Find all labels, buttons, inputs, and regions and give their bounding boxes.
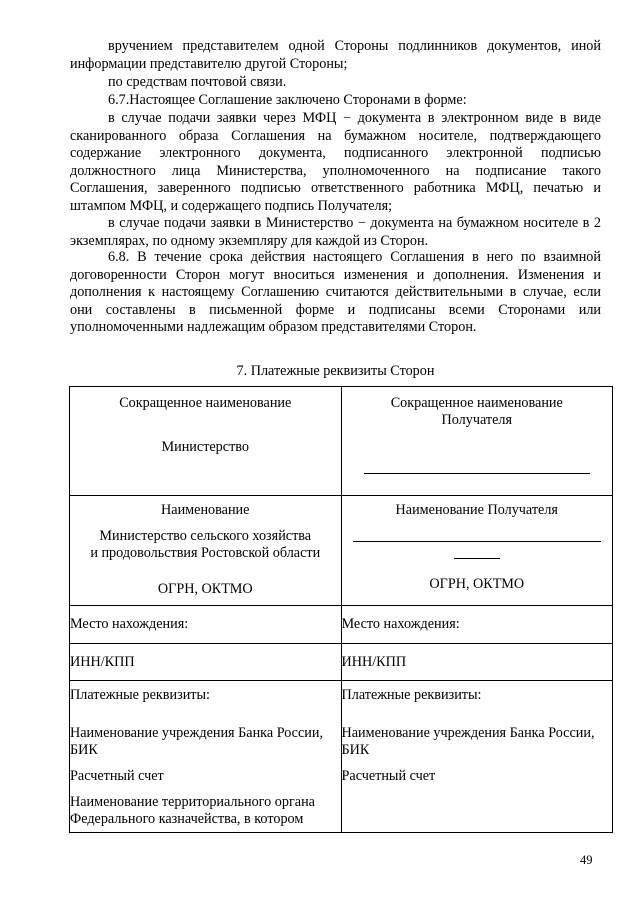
paragraph-delivery-in-person: вручением представителем одной Стороны подлинников документов, иной информации представителю другой Стороны; xyxy=(70,38,601,72)
table-cell xyxy=(70,681,342,833)
payment-details-heading: Платежные реквизиты: xyxy=(70,687,210,703)
bank-name-bik-label: Наименование учреждения Банка России, БИК xyxy=(70,725,323,758)
recipient-bank-name-bik-label: Наименование учреждения Банка России, БИК xyxy=(341,725,595,758)
ogrn-oktmo-label: ОГРН, ОКТМО xyxy=(157,581,253,597)
recipient-ogrn-oktmo-label: ОГРН, ОКТМО xyxy=(429,576,525,592)
table-row xyxy=(70,681,613,833)
short-name-heading: Сокращенное наименование xyxy=(119,395,292,411)
paragraph-mfc-case: в случае подачи заявки через МФЦ − документа в электронном виде в виде сканированного образа Соглашения на бумажном носителе, подтверждающего содержание электронного документа, подписанного электронной подписью должностного лица Министерства, уполномоченного на подписание такого Соглашения, заверенного подписью ответственного работника МФЦ, печатью и штампом МФЦ, и содержащего подпись Получателя; xyxy=(70,110,601,214)
table-row xyxy=(70,387,613,496)
recipient-payment-details-heading: Платежные реквизиты: xyxy=(341,687,482,703)
table-row xyxy=(70,606,613,644)
recipient-inn-kpp-label: ИНН/КПП xyxy=(341,644,613,681)
name-value-line-1: Министерство сельского хозяйства xyxy=(99,528,312,544)
paragraph-ministry-case: в случае подачи заявки в Министерство − документа на бумажном носителе в 2 экземплярах, по одному экземпляру для каждой из Сторон. xyxy=(70,215,601,249)
recipient-short-name-blank-line xyxy=(364,473,590,474)
table-row xyxy=(70,644,613,681)
table-cell xyxy=(70,496,342,606)
name-heading: Наименование xyxy=(161,502,250,518)
table-row xyxy=(70,496,613,606)
address-label: Место нахождения: xyxy=(70,606,342,644)
recipient-name-heading: Наименование Получателя xyxy=(395,502,558,518)
name-value-line-2: и продовольствия Ростовской области xyxy=(90,545,321,561)
section-title: 7. Платежные реквизиты Сторон xyxy=(236,363,435,379)
account-label: Расчетный счет xyxy=(70,768,164,784)
recipient-short-name-heading: Сокращенное наименование Получателя xyxy=(390,395,563,428)
table-cell xyxy=(341,681,613,833)
table-cell xyxy=(341,387,613,496)
inn-kpp-label: ИНН/КПП xyxy=(70,644,342,681)
page-number: 49 xyxy=(580,853,593,867)
requisites-table xyxy=(69,386,613,833)
paragraph-6-7: 6.7.Настоящее Соглашение заключено Сторонами в форме: xyxy=(108,92,467,108)
paragraph-6-8: 6.8. В течение срока действия настоящего Соглашения в него по взаимной договоренности Сторон могут вноситься изменения и дополнения. Изменения и дополнения к настоящему Соглашению считаются действительными в случае, если они составлены в письменной форме и подписаны всеми Сторонами или уполномоченными надлежащим образом представителями Сторон. xyxy=(70,249,601,336)
table-cell xyxy=(70,387,342,496)
paragraph-postal: по средствам почтовой связи. xyxy=(108,74,287,90)
table-cell xyxy=(341,496,613,606)
short-name-value: Министерство xyxy=(161,439,249,455)
recipient-address-label: Место нахождения: xyxy=(341,606,613,644)
recipient-name-blank-line xyxy=(353,541,601,542)
treasury-body-label: Наименование территориального органа Федерального казначейства, в котором xyxy=(70,794,315,827)
recipient-account-label: Расчетный счет xyxy=(341,768,436,784)
